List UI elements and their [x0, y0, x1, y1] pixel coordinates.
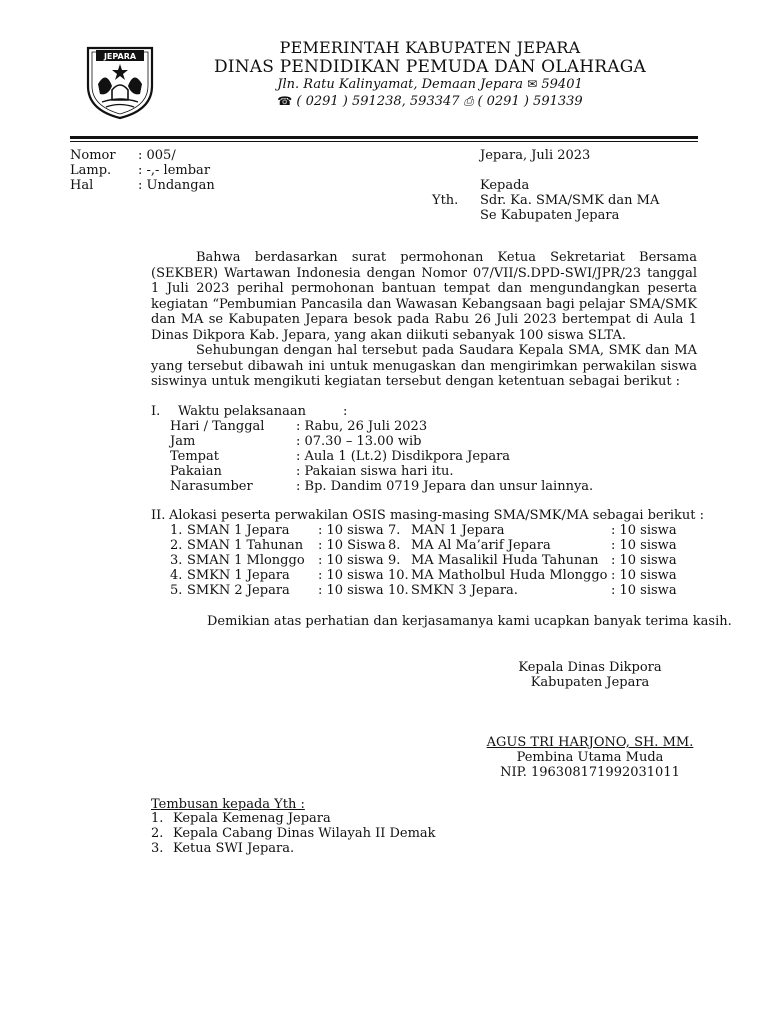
- kepada-label: Kepada: [480, 178, 530, 193]
- school-name: SMAN 1 Mlonggo: [187, 553, 305, 568]
- hal-value: : Undangan: [138, 178, 215, 193]
- schedule-label: Narasumber: [170, 479, 253, 494]
- school-number: 9.: [388, 553, 401, 568]
- phone-text: ( 0291 ) 591238, 593347: [296, 94, 460, 109]
- school-quota: : 10 siswa: [611, 538, 677, 553]
- school-quota: : 10 siswa: [611, 568, 677, 583]
- signatory-title: Kepala Dinas Dikpora: [518, 660, 662, 675]
- letter-date: Jepara, Juli 2023: [480, 148, 591, 163]
- school-quota: : 10 siswa: [318, 553, 384, 568]
- nomor-value: : 005/: [138, 148, 176, 163]
- address-text: Jln. Ratu Kalinyamat, Demaan Jepara: [277, 77, 524, 92]
- emblem-label: JEPARA: [103, 52, 137, 61]
- yth-label: Yth.: [432, 193, 459, 208]
- school-number: 3.: [170, 553, 183, 568]
- school-quota: : 10 siswa: [318, 583, 384, 598]
- signatory-nip: NIP. 196308171992031011: [500, 765, 680, 780]
- schedule-value: : Bp. Dandim 0719 Jepara dan unsur lainnya.: [296, 479, 594, 494]
- school-name: SMKN 3 Jepara.: [411, 583, 518, 598]
- schedule-value: : Rabu, 26 Juli 2023: [296, 419, 428, 434]
- school-number: 10.: [388, 583, 409, 598]
- cc-number: 3.: [151, 841, 164, 856]
- section-2-title: Alokasi peserta perwakilan OSIS masing-masing SMA/SMK/MA sebagai berikut :: [169, 508, 704, 523]
- section-1-title: Waktu pelaksanaan: [178, 404, 307, 419]
- school-number: 10.: [388, 568, 409, 583]
- schedule-value: : Aula 1 (Lt.2) Disdikpora Jepara: [296, 449, 511, 464]
- school-number: 7.: [388, 523, 401, 538]
- office-contact-line: [170, 94, 690, 109]
- body-paragraph-2: Sehubungan dengan hal tersebut pada Saudara Kepala SMA, SMK dan MA yang tersebut dibawah ini untuk menugaskan dan mengirimkan perwakilan siswa siswinya untuk mengikuti kegiatan tersebut dengan ketentuan sebagai berikut :: [151, 343, 697, 389]
- school-quota: : 10 siswa: [318, 568, 384, 583]
- section-1-colon: :: [343, 404, 348, 419]
- school-number: 2.: [170, 538, 183, 553]
- schedule-label: Pakaian: [170, 464, 222, 479]
- postcode-text: 59401: [541, 77, 583, 92]
- school-name: MA Al Ma’arif Jepara: [411, 538, 551, 553]
- school-name: MA Matholbul Huda Mlonggo: [411, 568, 608, 583]
- fax-icon: ⎙: [463, 94, 474, 108]
- recipient-line-2: Se Kabupaten Jepara: [480, 208, 620, 223]
- hal-label: Hal: [70, 178, 94, 193]
- office-address-line: [170, 77, 690, 92]
- school-name: SMAN 1 Jepara: [187, 523, 290, 538]
- school-name: MAN 1 Jepara: [411, 523, 505, 538]
- body-paragraph-1: Bahwa berdasarkan surat permohonan Ketua Sekretariat Bersama (SEKBER) Wartawan Indonesia dengan Nomor 07/VII/S.DPD-SWI/JPR/23 tanggal 1 Juli 2023 perihal permohonan bantuan tempat dan mengundangkan peserta kegiatan “Pembumian Pancasila dan Wawasan Kebangsaan bagi pelajar SMA/SMK dan MA se Kabupaten Jepara besok pada Rabu 26 Juli 2023 bertempat di Aula 1 Dinas Dikpora Kab. Jepara, yang akan diikuti sebanyak 100 siswa SLTA.: [151, 250, 697, 343]
- schedule-label: Tempat: [170, 449, 219, 464]
- schedule-value: : 07.30 – 13.00 wib: [296, 434, 422, 449]
- cc-title: Tembusan kepada Yth :: [151, 797, 305, 812]
- school-quota: : 10 siswa: [611, 523, 677, 538]
- government-name: PEMERINTAH KABUPATEN JEPARA: [279, 38, 581, 57]
- schedule-label: Hari / Tanggal: [170, 419, 265, 434]
- school-name: SMKN 2 Jepara: [187, 583, 290, 598]
- school-name: SMAN 1 Tahunan: [187, 538, 304, 553]
- section-1-number: I.: [151, 404, 161, 419]
- cc-number: 2.: [151, 826, 164, 841]
- school-quota: : 10 Siswa: [318, 538, 386, 553]
- telephone-icon: ☎: [277, 94, 293, 108]
- signatory-office: Kabupaten Jepara: [530, 675, 650, 690]
- school-name: SMKN 1 Jepara: [187, 568, 290, 583]
- closing-sentence: Demikian atas perhatian dan kerjasamanya kami ucapkan banyak terima kasih.: [207, 614, 732, 629]
- mail-icon: ✉: [527, 77, 538, 91]
- school-name: MA Masalikil Huda Tahunan: [411, 553, 599, 568]
- schedule-value: : Pakaian siswa hari itu.: [296, 464, 454, 479]
- cc-recipient: Kepala Kemenag Jepara: [173, 811, 331, 826]
- schedule-label: Jam: [170, 434, 196, 449]
- school-number: 1.: [170, 523, 183, 538]
- signatory-name: AGUS TRI HARJONO, SH. MM.: [486, 735, 694, 750]
- lamp-label: Lamp.: [70, 163, 112, 178]
- jepara-regency-emblem: [82, 40, 158, 120]
- cc-recipient: Kepala Cabang Dinas Wilayah II Demak: [173, 826, 436, 841]
- letterhead-divider-thick: [70, 136, 698, 139]
- recipient-line-1: Sdr. Ka. SMA/SMK dan MA: [480, 193, 660, 208]
- cc-number: 1.: [151, 811, 164, 826]
- nomor-label: Nomor: [70, 148, 116, 163]
- cc-recipient: Ketua SWI Jepara.: [173, 841, 295, 856]
- school-number: 5.: [170, 583, 183, 598]
- school-number: 4.: [170, 568, 183, 583]
- school-quota: : 10 siswa: [611, 583, 677, 598]
- school-quota: : 10 siswa: [611, 553, 677, 568]
- office-name: DINAS PENDIDIKAN PEMUDA DAN OLAHRAGA: [213, 57, 647, 77]
- section-2-number: II.: [151, 508, 166, 523]
- school-number: 8.: [388, 538, 401, 553]
- letterhead-divider-thin: [70, 141, 698, 142]
- signatory-rank: Pembina Utama Muda: [516, 750, 664, 765]
- fax-text: ( 0291 ) 591339: [477, 94, 583, 109]
- lamp-value: : -,- lembar: [138, 163, 211, 178]
- school-quota: : 10 siswa: [318, 523, 384, 538]
